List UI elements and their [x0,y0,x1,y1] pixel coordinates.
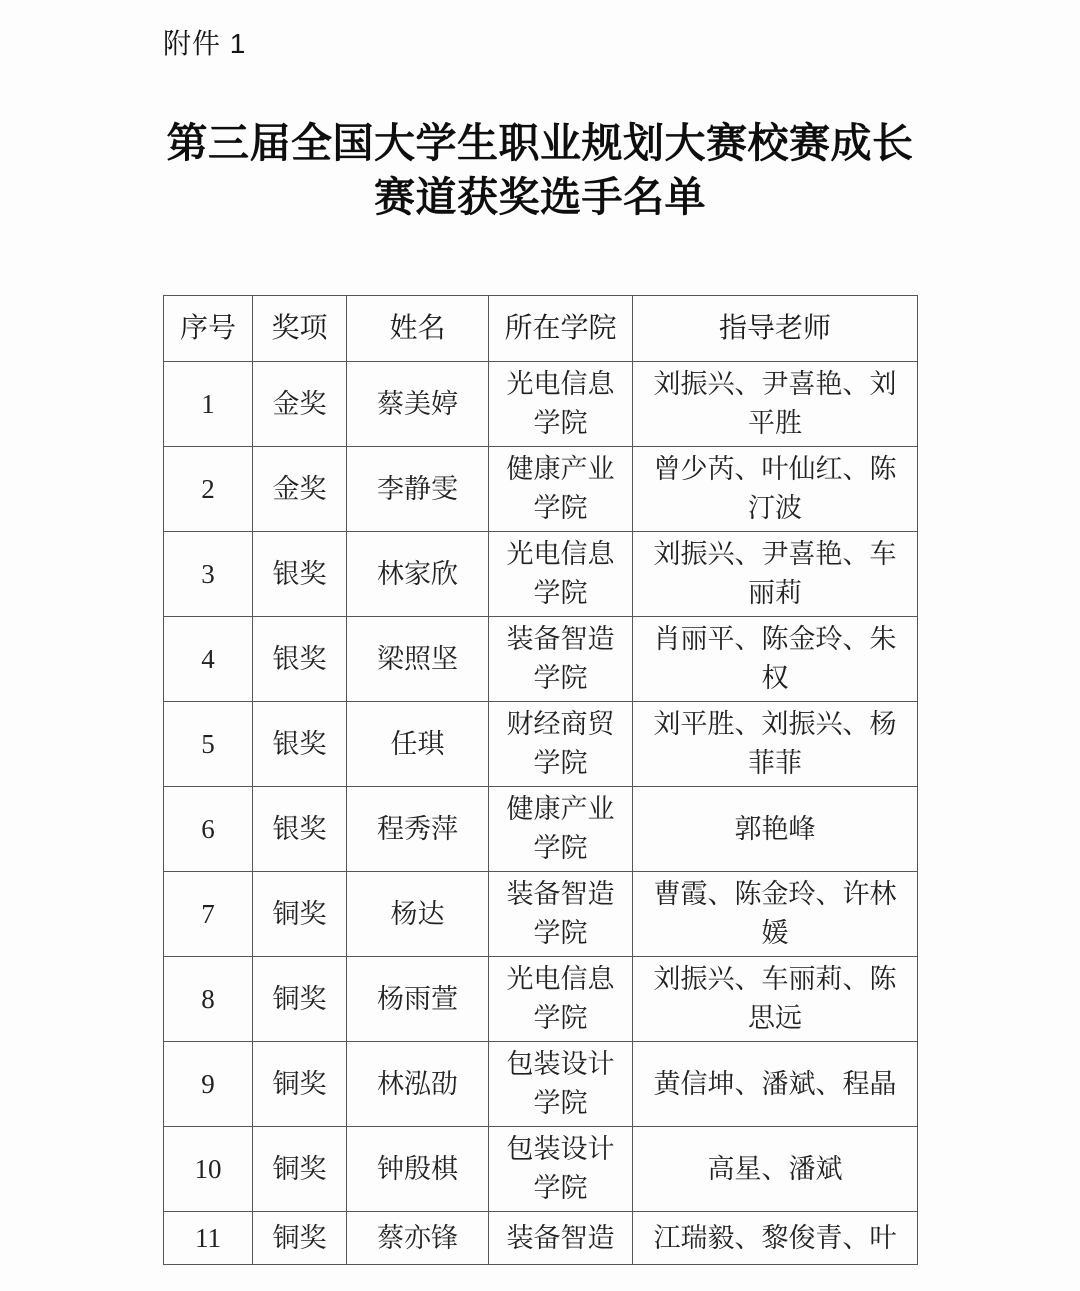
cell-name: 蔡美婷 [347,362,489,447]
cell-advisors: 江瑞毅、黎俊青、叶 [633,1212,918,1265]
cell-award: 金奖 [253,362,347,447]
header-award: 奖项 [253,296,347,362]
cell-award: 铜奖 [253,1127,347,1212]
cell-college: 包装设计学院 [489,1042,633,1127]
cell-name: 蔡亦锋 [347,1212,489,1265]
header-name: 姓名 [347,296,489,362]
cell-serial-number: 8 [164,957,253,1042]
cell-college: 装备智造 [489,1212,633,1265]
cell-name: 钟殷棋 [347,1127,489,1212]
cell-award: 铜奖 [253,1212,347,1265]
table-row [164,447,918,532]
cell-name: 梁照坚 [347,617,489,702]
cell-award: 银奖 [253,617,347,702]
cell-college: 包装设计学院 [489,1127,633,1212]
title-line-1: 第三届全国大学生职业规划大赛校赛成长 [166,120,914,166]
cell-award: 铜奖 [253,1042,347,1127]
cell-advisors: 刘平胜、刘振兴、杨菲菲 [633,702,918,787]
cell-serial-number: 11 [164,1212,253,1265]
cell-serial-number: 9 [164,1042,253,1127]
cell-serial-number: 4 [164,617,253,702]
cell-name: 程秀萍 [347,787,489,872]
table-row [164,532,918,617]
winners-table [163,295,918,1265]
cell-serial-number: 7 [164,872,253,957]
cell-award: 银奖 [253,532,347,617]
cell-name: 任琪 [347,702,489,787]
table-row [164,1042,918,1127]
table-row [164,872,918,957]
cell-advisors: 刘振兴、尹喜艳、车丽莉 [633,532,918,617]
cell-award: 铜奖 [253,957,347,1042]
cell-college: 光电信息学院 [489,362,633,447]
cell-name: 杨雨萱 [347,957,489,1042]
cell-advisors: 郭艳峰 [633,787,918,872]
cell-advisors: 刘振兴、尹喜艳、刘平胜 [633,362,918,447]
attachment-label: 附件 1 [163,28,247,59]
cell-award: 铜奖 [253,872,347,957]
table-row [164,787,918,872]
table-header-row [164,296,918,362]
cell-award: 金奖 [253,447,347,532]
table-row [164,957,918,1042]
cell-name: 林家欣 [347,532,489,617]
cell-college: 光电信息学院 [489,532,633,617]
cell-advisors: 曹霞、陈金玲、许林媛 [633,872,918,957]
cell-advisors: 高星、潘斌 [633,1127,918,1212]
table-row [164,1212,918,1265]
cell-college: 光电信息学院 [489,957,633,1042]
table-row [164,1127,918,1212]
title-line-2: 赛道获奖选手名单 [374,174,706,220]
cell-name: 林泓劭 [347,1042,489,1127]
cell-name: 李静雯 [347,447,489,532]
cell-serial-number: 6 [164,787,253,872]
cell-college: 健康产业学院 [489,447,633,532]
table-row [164,617,918,702]
cell-advisors: 刘振兴、车丽莉、陈思远 [633,957,918,1042]
cell-college: 装备智造学院 [489,872,633,957]
cell-serial-number: 1 [164,362,253,447]
cell-name: 杨达 [347,872,489,957]
header-college: 所在学院 [489,296,633,362]
cell-college: 健康产业学院 [489,787,633,872]
cell-serial-number: 5 [164,702,253,787]
cell-advisors: 黄信坤、潘斌、程晶 [633,1042,918,1127]
cell-advisors: 曾少芮、叶仙红、陈汀波 [633,447,918,532]
table-row [164,702,918,787]
cell-college: 装备智造学院 [489,617,633,702]
cell-award: 银奖 [253,702,347,787]
cell-advisors: 肖丽平、陈金玲、朱权 [633,617,918,702]
cell-award: 银奖 [253,787,347,872]
cell-serial-number: 10 [164,1127,253,1212]
cell-serial-number: 2 [164,447,253,532]
cell-serial-number: 3 [164,532,253,617]
table-row [164,362,918,447]
header-serial-number: 序号 [164,296,253,362]
cell-college: 财经商贸学院 [489,702,633,787]
document-title [90,116,990,224]
header-advisors: 指导老师 [633,296,918,362]
